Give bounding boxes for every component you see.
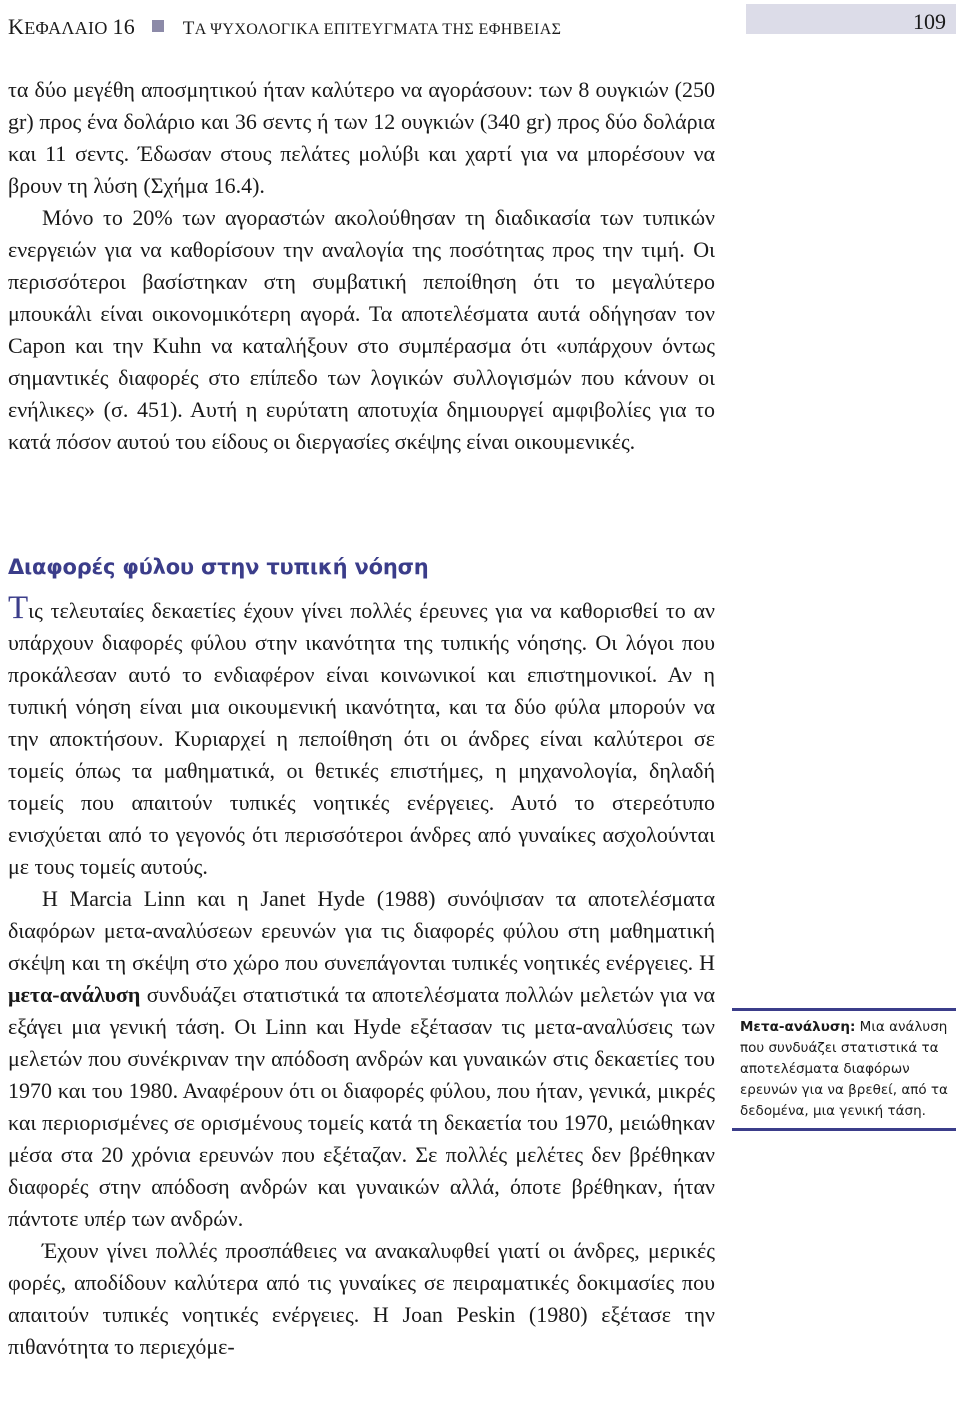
section-paragraph-1-text: ις τελευταίες δεκαετίες έχουν γίνει πολλές έρευνες για να καθορισθεί το αν υπάρχουν διαφορές φύλου στην ικανότητα της τυπικής νόησης. Οι λόγοι που προκάλεσαν αυτό το ενδιαφέρον είναι κοινωνικοί και επιστημονικοί. Αν η τυπική νόηση είναι μια οικουμενική ικανότητα, και τα δύο φύλα μπορούν να την αποκτήσουν. Κυριαρχεί η πεποίθηση ότι οι άνδρες είναι καλύτεροι σε τομείς όπως τα μαθηματικά, οι θετικές επιστήμες, η μηχανολογία, δηλαδή τομείς που απαιτούν τυπικές νοητικές ενέργειες. Αυτό το στερεότυπο ενισχύεται από το γεγονός ότι περισσότεροι άνδρες από γυναίκες ασχολούνται με τους τομείς αυτούς. [8, 598, 715, 879]
definition-term: Μετα-ανάλυση: [740, 1019, 856, 1035]
page-number: 109 [913, 9, 946, 34]
chapter-title-initial: Τ [182, 18, 195, 39]
running-header [0, 0, 960, 50]
paragraph-continued: τα δύο μεγέθη αποσμητικού ήταν καλύτερο να αγοράσουν: των 8 ουγκιών (250 gr) προς ένα δολάριο και 36 σεντς ή των 12 ουγκιών (340 gr) προς δύο δολάρια και 11 σεντς. Έδωσαν στους πελάτες μολύβι και χαρτί για να μπορέσουν να βρουν τη λύση (Σχήμα 16.4). [8, 77, 715, 198]
section-body [8, 590, 715, 1363]
section-paragraph-1 [8, 590, 715, 883]
definition-text: Μια ανάλυση που συνδυάζει στατιστικά τα αποτελέσματα διαφόρων ερευνών για να βρεθεί, από τα δεδομένα, μια γενική τάση. [740, 1019, 948, 1119]
square-bullet-icon [152, 20, 164, 32]
body-text-top [8, 74, 715, 458]
paragraph-results: Μόνο το 20% των αγοραστών ακολούθησαν τη διαδικασία των τυπικών ενεργειών για να καθορίσουν την αναλογία της ποσότητας προς την τιμή. Οι περισσότεροι βασίστηκαν στη συμβατική πεποίθηση ότι το μεγαλύτερο μπουκάλι είναι οικονομικότερη αγορά. Τα αποτελέσματα αυτά οδήγησαν τον Capon και την Kuhn να καταλήξουν στο συμπέρασμα ότι «υπάρχουν όντως σημαντικές διαφορές στο επίπεδο των λογικών συλλογισμών που κάνουν οι ενήλικες» (σ. 451). Αυτή η ευρύτατη αποτυχία δημιουργεί αμφιβολίες για το κατά πόσον αυτού του είδους οι διεργασίες σκέψης είναι οικουμενικές. [8, 205, 715, 454]
section-paragraph-2 [8, 883, 715, 1235]
drop-cap: Τ [8, 590, 29, 626]
section-paragraph-2-after: συνδυάζει στατιστικά τα αποτελέσματα πολλών μελετών για να εξάγει μια γενική τάση. Οι Linn και Hyde εξέτασαν τις μετα-αναλύσεις των μελετών που συνέκριναν την απόδοση ανδρών και γυναικών στις δεκαετίες του 1970 και του 1980. Αναφέρουν ότι οι διαφορές φύλου, που ήταν, γενικά, μικρές και περιορισμένες σε ορισμένους τομείς κατά τη δεκαετία του 1970, μειώθηκαν μέσα στα 20 χρόνια ερευνών που εξέταζαν. Σε πολλές μελέτες δεν βρέθηκαν διαφορές στην απόδοση ανδρών και γυναικών αλλά, όποτε βρέθηκαν, ήταν πάντοτε υπέρ των ανδρών. [8, 982, 715, 1231]
key-term: μετα-ανάλυση [8, 982, 141, 1007]
chapter-label [8, 14, 561, 40]
chapter-title [182, 18, 562, 39]
section-heading: Διαφορές φύλου στην τυπική νόηση [8, 555, 429, 579]
chapter-number: 16 [112, 14, 136, 39]
page-number-box [746, 4, 956, 34]
chapter-word: ΕΦΑΛΑΙΟ [24, 18, 108, 38]
section-paragraph-3: Έχουν γίνει πολλές προσπάθειες να ανακαλυφθεί γιατί οι άνδρες, μερικές φορές, αποδίδουν καλύτερα από τις γυναίκες σε πειραματικές δοκιμασίες που απαιτούν τυπικές νοητικές ενέργειες. Η Joan Peskin (1980) εξέτασε την πιθανότητα το περιεχόμε- [8, 1238, 715, 1359]
margin-definition [732, 1008, 956, 1131]
chapter-title-text: Α ΨΥΧΟΛΟΓΙΚΑ ΕΠΙΤΕΥΓΜΑΤΑ ΤΗΣ ΕΦΗΒΕΙΑΣ [194, 21, 562, 38]
section-paragraph-2-before: Η Marcia Linn και η Janet Hyde (1988) συνόψισαν τα αποτελέσματα διαφόρων μετα-αναλύσεων ερευνών για τις διαφορές φύλου στη μαθηματική σκέψη και τη σκέψη στο χώρο που συνεπάγονται τυπικές νοητικές ενέργειες. Η [8, 886, 715, 975]
chapter-initial: Κ [8, 14, 25, 39]
